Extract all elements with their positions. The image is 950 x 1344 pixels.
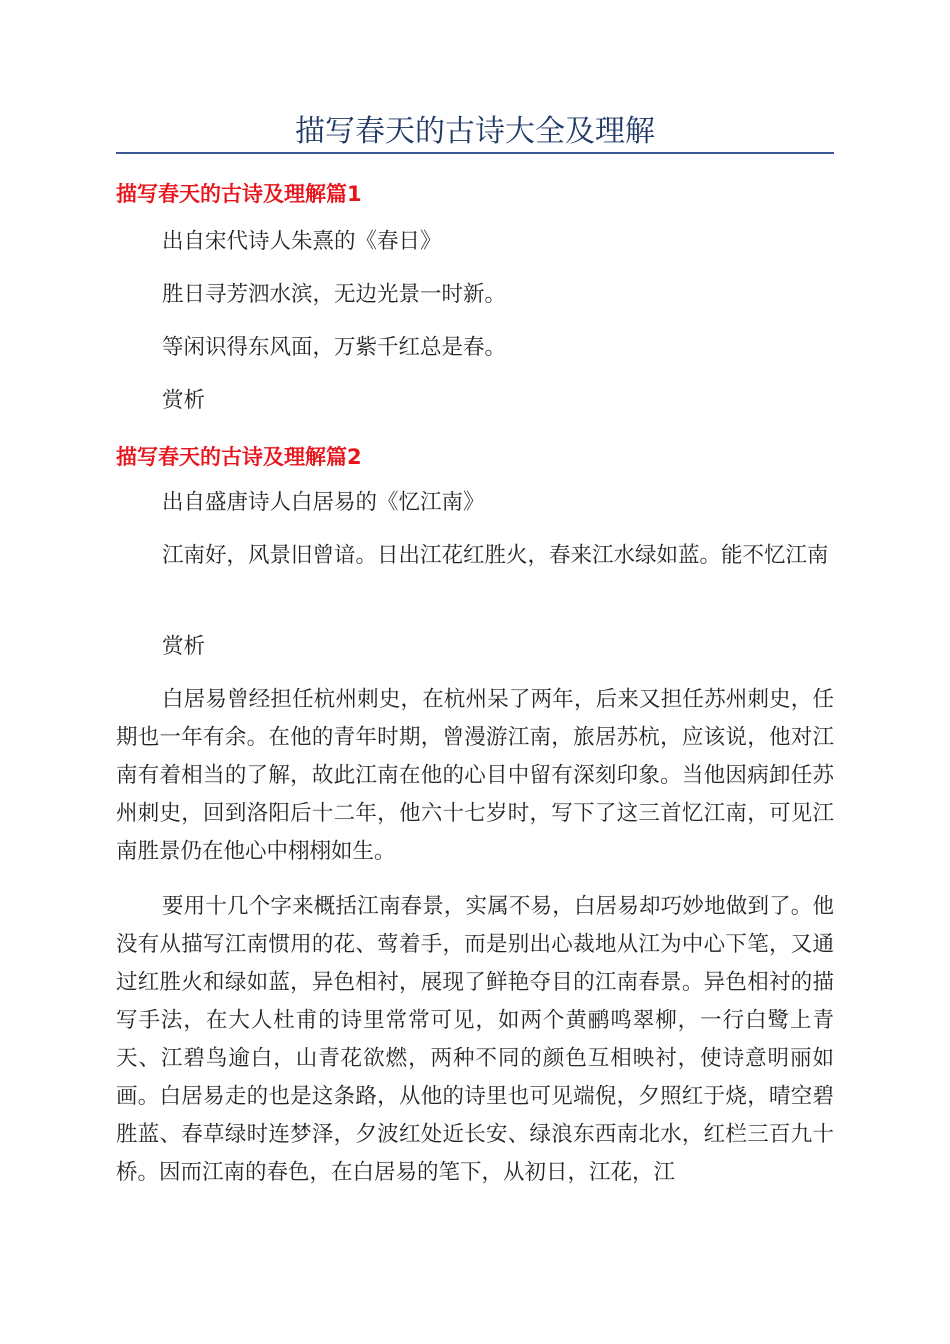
paragraph: 胜日寻芳泗水滨，无边光景一时新。 [162, 282, 507, 307]
paragraph: 赏析 [162, 388, 206, 413]
section-heading-2: 描写春天的古诗及理解篇2 [116, 445, 362, 469]
paragraph: 赏析 [162, 634, 206, 659]
paragraph: 等闲识得东风面，万紫千红总是春。 [162, 335, 507, 360]
paragraph: 出自盛唐诗人白居易的《忆江南》 [162, 490, 485, 515]
paragraph: 出自宋代诗人朱熹的《春日》 [162, 229, 442, 254]
title-underline [116, 152, 834, 154]
document-title: 描写春天的古诗大全及理解 [295, 114, 655, 149]
paragraph: 白居易曾经担任杭州刺史，在杭州呆了两年，后来又担任苏州刺史，任期也一年有余。在他的青年时期，曾漫游江南，旅居苏杭，应该说，他对江南有着相当的了解，故此江南在他的心目中留有深刻印象。当他因病卸任苏州刺史，回到洛阳后十二年，他六十七岁时，写下了这三首忆江南，可见江南胜景仍在他心中栩栩如生。 [116, 687, 834, 864]
section-heading-1: 描写春天的古诗及理解篇1 [116, 182, 362, 206]
paragraph: 江南好，风景旧曾谙。日出江花红胜火，春来江水绿如蓝。能不忆江南 [162, 543, 829, 568]
paragraph: 要用十几个字来概括江南春景，实属不易，白居易却巧妙地做到了。他没有从描写江南惯用的花、莺着手，而是别出心裁地从江为中心下笔，又通过红胜火和绿如蓝，异色相衬，展现了鲜艳夺目的江南春景。异色相衬的描写手法，在大人杜甫的诗里常常可见，如两个黄鹂鸣翠柳，一行白鹭上青天、江碧鸟逾白，山青花欲燃，两种不同的颜色互相映衬，使诗意明丽如画。白居易走的也是这条路，从他的诗里也可见端倪，夕照红于烧，晴空碧胜蓝、春草绿时连梦泽，夕波红处近长安、绿浪东西南北水，红栏三百九十桥。因而江南的春色，在白居易的笔下，从初日，江花，江 [116, 894, 834, 1185]
